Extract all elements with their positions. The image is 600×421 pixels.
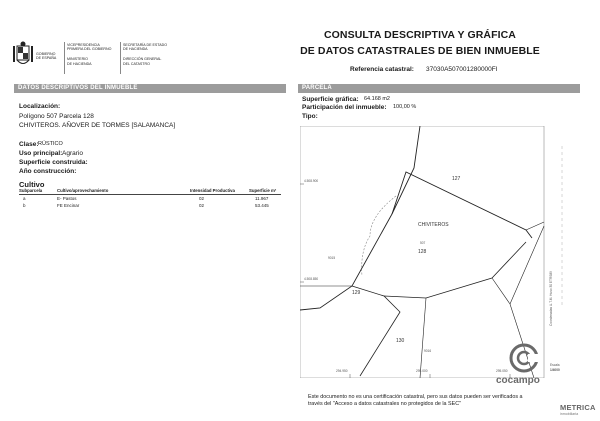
label-128: 128 (418, 249, 427, 255)
label-129: 129 (352, 290, 361, 296)
cultivo-title: Cultivo (19, 180, 45, 189)
row1-sub: a (23, 196, 26, 201)
row1-cultivo: E- Pastos (57, 196, 77, 201)
label-127: 127 (452, 176, 461, 182)
dir-line1: DIRECCIÓN GENERAL (123, 57, 162, 62)
row2-superficie: 53.445 (255, 203, 269, 208)
metrica-sub: inmobiliaria (560, 412, 579, 416)
row2-cultivo: FE Encinar (57, 203, 80, 208)
superficie-construida-label: Superficie construida: (19, 159, 88, 166)
scale-label: Escala (550, 363, 560, 367)
coord-3: 294.950 (336, 369, 348, 373)
parcel-map (300, 126, 580, 378)
cocampo-text: cocampo (496, 375, 540, 386)
sec-line1: SECRETARÍA DE ESTADO (123, 43, 167, 47)
government-header (12, 40, 192, 76)
cocampo-logo (496, 342, 556, 388)
row2-sub: b (23, 203, 26, 208)
row2-intensidad: 02 (199, 203, 205, 208)
clase-label: Clase: (19, 141, 39, 148)
right-section-header: PARCELA (298, 84, 580, 93)
page-title-line2: DE DATOS CATASTRALES DE BIEN INMUEBLE (300, 45, 540, 57)
footer-line2: través del "Acceso a datos catastrales no protegidos de la SEC" (308, 401, 462, 407)
left-section-header: DATOS DESCRIPTIVOS DEL INMUEBLE (14, 84, 286, 93)
row1-intensidad: 02 (199, 196, 205, 201)
coord-4: 295.000 (416, 369, 428, 373)
gov-left-line1: GOBIERNO (36, 52, 56, 56)
dir-line2: DEL CATASTRO (123, 61, 150, 66)
col-superficie: Superficie m² (249, 188, 277, 193)
anio-construccion-label: Año construcción: (19, 168, 77, 175)
clase-value: RÚSTICO (38, 141, 63, 147)
footer-note (308, 394, 548, 408)
localizacion-line2: CHIVITEROS. AÑOVER DE TORMES [SALAMANCA] (19, 122, 176, 129)
metrica-logo (560, 401, 600, 419)
superficie-grafica-label: Superficie gráfica: (302, 96, 359, 103)
superficie-grafica-value: 64.168 m2 (364, 96, 390, 102)
page-title-line1: CONSULTA DESCRIPTIVA Y GRÁFICA (323, 29, 516, 41)
gov-vice-line2: PRIMERA DEL GOBIERNO (67, 47, 112, 52)
label-9015: 9015 (328, 256, 336, 260)
label-9016: 9016 (424, 349, 432, 353)
uso-value: Agrario (62, 150, 83, 157)
footer-line1: Este documento no es una certificación catastral, pero sus datos pueden ser verificados a (308, 394, 523, 400)
gov-left-line2: DE ESPAÑA (36, 56, 57, 61)
col-subparcela: Subparcela (19, 188, 43, 193)
row1-superficie: 11.967 (255, 196, 269, 201)
parcel-map-svg (300, 126, 580, 378)
coat-of-arms-icon (12, 40, 34, 70)
label-paraje: CHIVITEROS (418, 222, 449, 228)
coord-2: 4.508.850 (304, 277, 319, 281)
gov-min-line1: MINISTERIO (67, 57, 88, 62)
coord-5: 295.050 (496, 369, 508, 373)
tipo-label: Tipo: (302, 113, 318, 120)
uso-label: Uso principal: (19, 150, 63, 157)
localizacion-line1: Polígono 507 Parcela 128 (19, 113, 94, 120)
col-cultivo: Cultivo/aprovechamiento (57, 188, 109, 193)
ref-value: 37030A507001280000FI (426, 66, 498, 73)
gov-min-line2: DE HACIENDA (67, 61, 92, 66)
metrica-text: METRICA (560, 403, 596, 412)
participacion-label: Participación del inmueble: (302, 104, 387, 111)
coord-1: 4.508.900 (304, 179, 319, 183)
localizacion-label: Localización: (19, 103, 61, 110)
ref-label: Referencia catastral: (350, 66, 414, 73)
label-sub: 507 (420, 241, 426, 245)
label-130: 130 (396, 338, 405, 344)
map-side-text: Coordenadas U.T.M. Huso 30 ETRS89 (549, 271, 553, 326)
sec-line2: DE HACIENDA (123, 47, 148, 52)
gov-vice-line1: VICEPRESIDENCIA (67, 43, 100, 47)
col-intensidad: Intensidad Productiva (190, 188, 235, 193)
cocampo-icon (508, 342, 540, 374)
participacion-value: 100,00 % (393, 104, 417, 110)
scale-value: 1/4000 (550, 368, 560, 372)
